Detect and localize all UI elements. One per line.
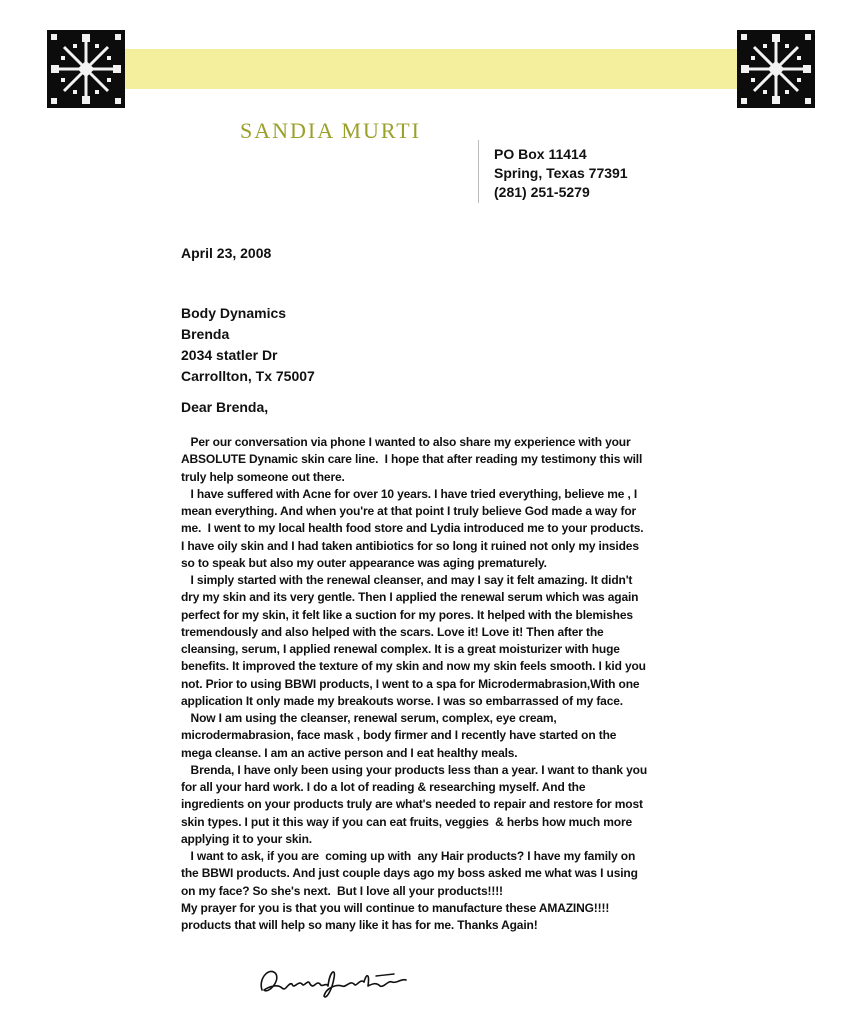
logo-emblem-left xyxy=(47,30,125,108)
body-line: products that will help so many like it has for me. Thanks Again! xyxy=(181,918,538,932)
body-line: skin types. I put it this way if you can eat fruits, veggies & herbs how much more xyxy=(181,814,632,829)
recipient-line: Body Dynamics xyxy=(181,305,287,321)
signature-scrawl xyxy=(256,960,416,1002)
body-line: cleansing, serum, I applied renewal complex. It is a great moisturizer with huge xyxy=(181,642,620,656)
body-line: ingredients on your products truly are what's needed to repair and restore for most xyxy=(181,797,643,812)
body-line: benefits. It improved the texture of my skin and now my skin feels smooth. I kid you xyxy=(181,659,646,674)
body-line: application It only made my breakouts worse. I was so embarrassed of my face. xyxy=(181,693,623,708)
body-line: Now I am using the cleanser, renewal serum, complex, eye cream, xyxy=(181,711,557,725)
body-line: truly help someone out there. xyxy=(181,469,345,484)
body-line: Per our conversation via phone I wanted to also share my experience with your xyxy=(181,435,631,449)
body-line: the BBWI products. And just couple days ago my boss asked me what was I using xyxy=(181,866,638,881)
recipient-line: Carrollton, Tx 75007 xyxy=(181,368,315,384)
body-line: for all your hard work. I do a lot of reading & researching myself. And the xyxy=(181,780,586,794)
body-line: microdermabrasion, face mask , body firmer and I recently have started on the xyxy=(181,728,617,743)
body-line: I have oily skin and I had taken antibiotics for so long it ruined not only my insides xyxy=(181,538,639,553)
letter-body xyxy=(181,434,701,934)
body-line: mean everything. And when you're at that point I truly believe God made a way for xyxy=(181,504,637,518)
letter-date: April 23, 2008 xyxy=(181,245,272,261)
address-line: PO Box 11414 xyxy=(494,146,587,162)
body-line: perfect for my skin, it felt like a suction for my pores. It helped with the blemishes xyxy=(181,607,633,622)
body-line: I have suffered with Acne for over 10 years. I have tried everything, believe me , I xyxy=(181,486,638,501)
body-line: me. I went to my local health food store and Lydia introduced me to your products. xyxy=(181,521,644,536)
body-line: dry my skin and its very gentle. Then I applied the renewal serum which was again xyxy=(181,590,639,605)
body-line: mega cleanse. I am an active person and I eat healthy meals. xyxy=(181,745,518,760)
body-line: My prayer for you is that you will continue to manufacture these AMAZING!!!! xyxy=(181,900,610,915)
snowflake-icon xyxy=(737,30,815,108)
recipient-block xyxy=(181,303,315,387)
logo-emblem-right xyxy=(737,30,815,108)
letterhead-band xyxy=(124,49,738,89)
body-line: applying it to your skin. xyxy=(181,831,312,846)
body-line: ABSOLUTE Dynamic skin care line. I hope that after reading my testimony this will xyxy=(181,452,643,467)
body-line: so to speak but also my outer appearance was aging prematurely. xyxy=(181,555,547,570)
letterhead-divider xyxy=(478,140,479,203)
letterhead-name: SANDIA MURTI xyxy=(240,118,421,143)
body-line: I want to ask, if you are coming up with any Hair products? I have my family on xyxy=(181,849,636,863)
body-line: on my face? So she's next. But I love all your products!!!! xyxy=(181,883,503,898)
body-line: I simply started with the renewal cleanser, and may I say it felt amazing. It didn't xyxy=(181,573,633,587)
address-line: (281) 251-5279 xyxy=(494,184,590,200)
salutation: Dear Brenda, xyxy=(181,399,269,415)
body-line: not. Prior to using BBWI products, I went to a spa for Microdermabrasion,With one xyxy=(181,676,640,691)
recipient-line: Brenda xyxy=(181,326,230,342)
snowflake-icon xyxy=(47,30,125,108)
body-line: Brenda, I have only been using your products less than a year. I want to thank you xyxy=(181,762,648,777)
body-line: tremendously and also helped with the scars. Love it! Love it! Then after the xyxy=(181,624,604,639)
signature xyxy=(256,960,416,1002)
recipient-line: 2034 statler Dr xyxy=(181,347,278,363)
address-line: Spring, Texas 77391 xyxy=(494,165,628,181)
return-address xyxy=(494,145,628,202)
